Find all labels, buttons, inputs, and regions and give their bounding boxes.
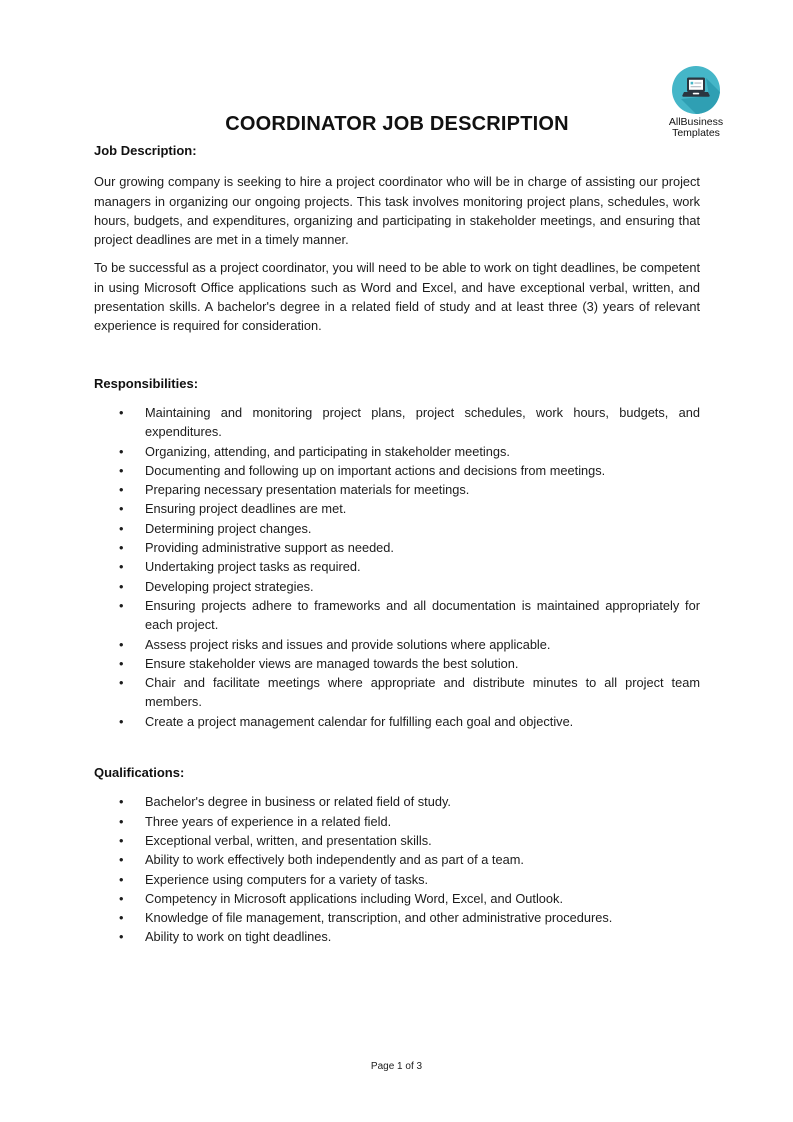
job-description-heading: Job Description: [94, 143, 197, 158]
qualification-item: • Knowledge of file management, transcription, and other administrative procedures. [94, 908, 700, 927]
qualification-item: • Ability to work effectively both independently and as part of a team. [94, 850, 700, 869]
responsibility-item: • Developing project strategies. [94, 577, 700, 596]
responsibility-item: • Organizing, attending, and participating in stakeholder meetings. [94, 442, 700, 461]
qualification-item: • Bachelor's degree in business or related field of study. [94, 792, 700, 811]
qualification-item: • Ability to work on tight deadlines. [94, 927, 700, 946]
allbusiness-templates-logo [662, 66, 730, 138]
intro-paragraph-2: To be successful as a project coordinator, you will need to be able to work on tight deadlines, be competent in using Microsoft Office applications such as Word and Excel, and have exceptional verbal, written, and presentation skills. A bachelor's degree in a related field of study and at least three (3) years of relevant experience is required for consideration. [94, 260, 700, 334]
page-number: Page 1 of 3 [370, 1061, 423, 1072]
responsibilities-list [94, 403, 700, 731]
logo-text-line2: Templates [672, 126, 720, 139]
responsibility-item: • Maintaining and monitoring project plans, project schedules, work hours, budgets, and expenditures. [94, 403, 700, 442]
qualifications-list [94, 792, 700, 946]
qualifications-heading: Qualifications: [94, 765, 185, 781]
responsibility-item: • Create a project management calendar for fulfilling each goal and objective. [94, 712, 700, 731]
responsibilities-heading: Responsibilities: [94, 375, 199, 391]
laptop-logo-icon [672, 66, 720, 114]
responsibility-item: • Ensuring project deadlines are met. [94, 499, 700, 518]
logo-text-line1: AllBusiness [668, 116, 724, 128]
intro-paragraph-1: Our growing company is seeking to hire a project coordinator who will be in charge of assisting our project managers in organizing our ongoing projects. This task involves monitoring project plans, schedules, work hours, budgets, and expenditures, organizing and participating in stakeholder meetings, and ensuring that project deadlines are met in a timely manner. [94, 174, 700, 248]
responsibility-item: • Providing administrative support as needed. [94, 538, 700, 557]
responsibility-item: • Preparing necessary presentation materials for meetings. [94, 480, 700, 499]
logo-text [669, 117, 723, 138]
responsibility-item: • Ensuring projects adhere to frameworks and all documentation is maintained appropriately for each project. [94, 596, 700, 635]
qualification-item: • Competency in Microsoft applications including Word, Excel, and Outlook. [94, 889, 700, 908]
responsibility-item: • Chair and facilitate meetings where appropriate and distribute minutes to all project team members. [94, 673, 700, 712]
responsibility-item: • Determining project changes. [94, 519, 700, 538]
responsibility-item: • Ensure stakeholder views are managed towards the best solution. [94, 654, 700, 673]
qualification-item: • Three years of experience in a related field. [94, 812, 700, 831]
document-title: COORDINATOR JOB DESCRIPTION [225, 113, 569, 135]
responsibility-item: • Documenting and following up on important actions and decisions from meetings. [94, 461, 700, 480]
responsibility-item: • Undertaking project tasks as required. [94, 557, 700, 576]
responsibility-item: • Assess project risks and issues and provide solutions where applicable. [94, 635, 700, 654]
qualification-item: • Experience using computers for a variety of tasks. [94, 870, 700, 889]
qualification-item: • Exceptional verbal, written, and presentation skills. [94, 831, 700, 850]
